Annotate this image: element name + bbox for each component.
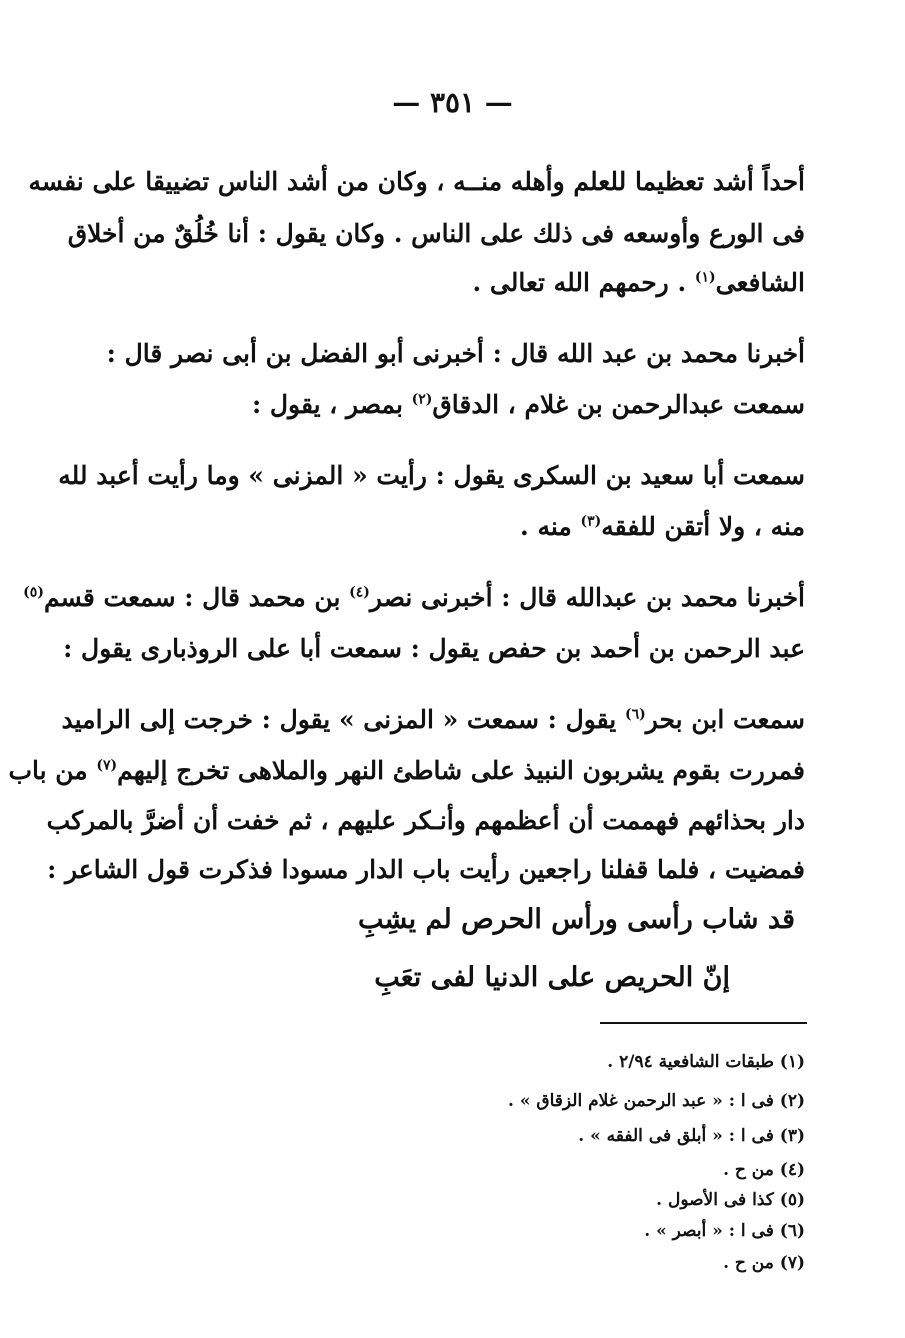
footnote-5: (٥) كذا فى الأصول . — [656, 1190, 805, 1210]
paragraph-3-line-2: منه ، ولا أتقن للفقه$^{(٣)}$ منه . — [520, 512, 805, 541]
paragraph-1-line-3: الشافعى$^{(١)}$ . رحمهم الله تعالى . — [472, 268, 805, 297]
paragraph-5-line-4: فمضيت ، فلما قفلنا راجعين رأيت باب الدار مسودا فذكرت قول الشاعر : — [47, 855, 805, 884]
paragraph-1-line-1: أحداً أشد تعظيما للعلم وأهله منــه ، وكان من أشد الناس تضييقا على نفسه — [28, 167, 805, 196]
paragraph-4-line-1: أخبرنا محمد بن عبدالله قال : أخبرنى نصر$^{(٤)}$ بن محمد قال : سمعت قسم$^{(٥)}$ — [23, 583, 805, 612]
paragraph-2-line-2: سمعت عبدالرحمن بن غلام ، الدقاق$^{(٢)}$ بمصر ، يقول : — [251, 390, 805, 419]
paragraph-3-line-1: سمعت أبا سعيد بن السكرى يقول : رأيت « المزنى » وما رأيت أعبد لله — [58, 461, 805, 490]
page-number: — ٣٥١ — — [392, 86, 513, 119]
verse-line-1: قد شاب رأسى ورأس الحرص لم يشِبِ — [358, 904, 795, 935]
paragraph-2-line-1: أخبرنا محمد بن عبد الله قال : أخبرنى أبو الفضل بن أبى نصر قال : — [106, 339, 805, 368]
paragraph-5-line-1: سمعت ابن بحر$^{(٦)}$ يقول : سمعت « المزنى » يقول : خرجت إلى الراميد — [61, 705, 805, 734]
footnote-7: (٧) من ح . — [723, 1253, 805, 1273]
footnote-4: (٤) من ح . — [723, 1160, 805, 1180]
paragraph-1-line-2: فى الورع وأوسعه فى ذلك على الناس . وكان يقول : أنا خُلُقٌ من أخلاق — [67, 219, 805, 248]
paragraph-4-line-2: عبد الرحمن بن أحمد بن حفص يقول : سمعت أبا على الروذبارى يقول : — [63, 634, 805, 663]
footnote-6: (٦) فى ا : « أبصر » . — [644, 1221, 805, 1241]
footnote-1: (١) طبقات الشافعية ٢/٩٤ . — [607, 1052, 805, 1072]
footnote-separator — [600, 1022, 807, 1024]
paragraph-5-line-2: فمررت بقوم يشربون النبيذ على شاطئ النهر والملاهى تخرج إليهم$^{(٧)}$ من باب — [8, 756, 805, 785]
paragraph-5-line-3: دار بحذائهم فهممت أن أعظمهم وأنـكر عليهم ، ثم خفت أن أضرَّ بالمركب — [46, 806, 805, 835]
footnote-2: (٢) فى ا : « عبد الرحمن غلام الزقاق » . — [508, 1091, 805, 1111]
verse-line-2: إنّ الحريص على الدنيا لفى تعَبِ — [374, 962, 730, 993]
footnote-3: (٣) فى ا : « أبلق فى الفقه » . — [578, 1126, 805, 1146]
